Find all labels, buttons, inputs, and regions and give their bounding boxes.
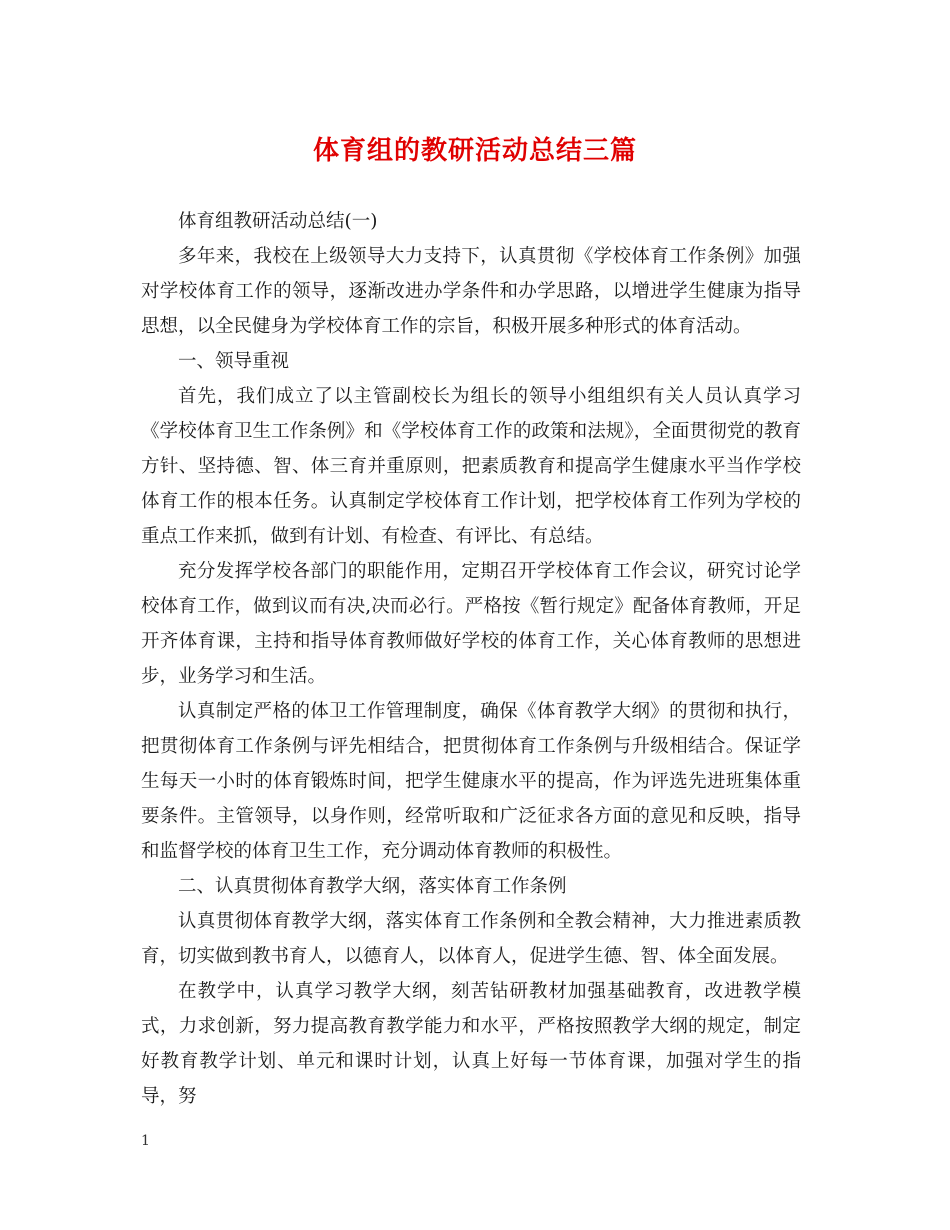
paragraph: 认真制定严格的体卫工作管理制度，确保《体育教学大纲》的贯彻和执行，把贯彻体育工作条例与评先相结合，把贯彻体育工作条例与升级相结合。保证学生每天一小时的体育锻炼时间，把学生健康水平的提高，作为评选先进班集体重要条件。主管领导，以身作则，经常听取和广泛征求各方面的意见和反映，指导和监督学校的体育卫生工作，充分调动体育教师的积极性。: [141, 701, 801, 862]
paragraph: 多年来，我校在上级领导大力支持下，认真贯彻《学校体育工作条例》加强对学校体育工作的领导，逐渐改进办学条件和办学思路，以增进学生健康为指导思想，以全民健身为学校体育工作的宗旨，积极开展多种形式的体育活动。: [141, 246, 801, 337]
document-title: 体育组的教研活动总结三篇: [312, 136, 637, 166]
section-heading: 一、领导重视: [178, 351, 290, 372]
paragraph: 充分发挥学校各部门的职能作用，定期召开学校体育工作会议，研究讨论学校体育工作，做到议而有决,决而必行。严格按《暂行规定》配备体育教师，开足开齐体育课，主持和指导体育教师做好学校的体育工作，关心体育教师的思想进步，业务学习和生活。: [141, 561, 801, 687]
paragraph: 首先，我们成立了以主管副校长为组长的领导小组组织有关人员认真学习《学校体育卫生工作条例》和《学校体育工作的政策和法规》，全面贯彻党的教育方针、坚持德、智、体三育并重原则，把素质教育和提高学生健康水平当作学校体育工作的根本任务。认真制定学校体育工作计划，把学校体育工作列为学校的重点工作来抓，做到有计划、有检查、有评比、有总结。: [141, 386, 801, 547]
section-heading: 二、认真贯彻体育教学大纲，落实体育工作条例: [178, 876, 567, 897]
document-body: [141, 204, 801, 1114]
section-heading: 体育组教研活动总结(一): [178, 211, 378, 232]
paragraph: 在教学中，认真学习教学大纲，刻苦钻研教材加强基础教育，改进教学模式，力求创新，努力提高教育教学能力和水平，严格按照教学大纲的规定，制定好教育教学计划、单元和课时计划，认真上好每一节体育课，加强对学生的指导，努: [141, 981, 801, 1107]
paragraph: 认真贯彻体育教学大纲，落实体育工作条例和全教会精神，大力推进素质教育，切实做到教书育人，以德育人，以体育人，促进学生德、智、体全面发展。: [141, 911, 801, 967]
page-number: 1: [141, 1133, 150, 1149]
